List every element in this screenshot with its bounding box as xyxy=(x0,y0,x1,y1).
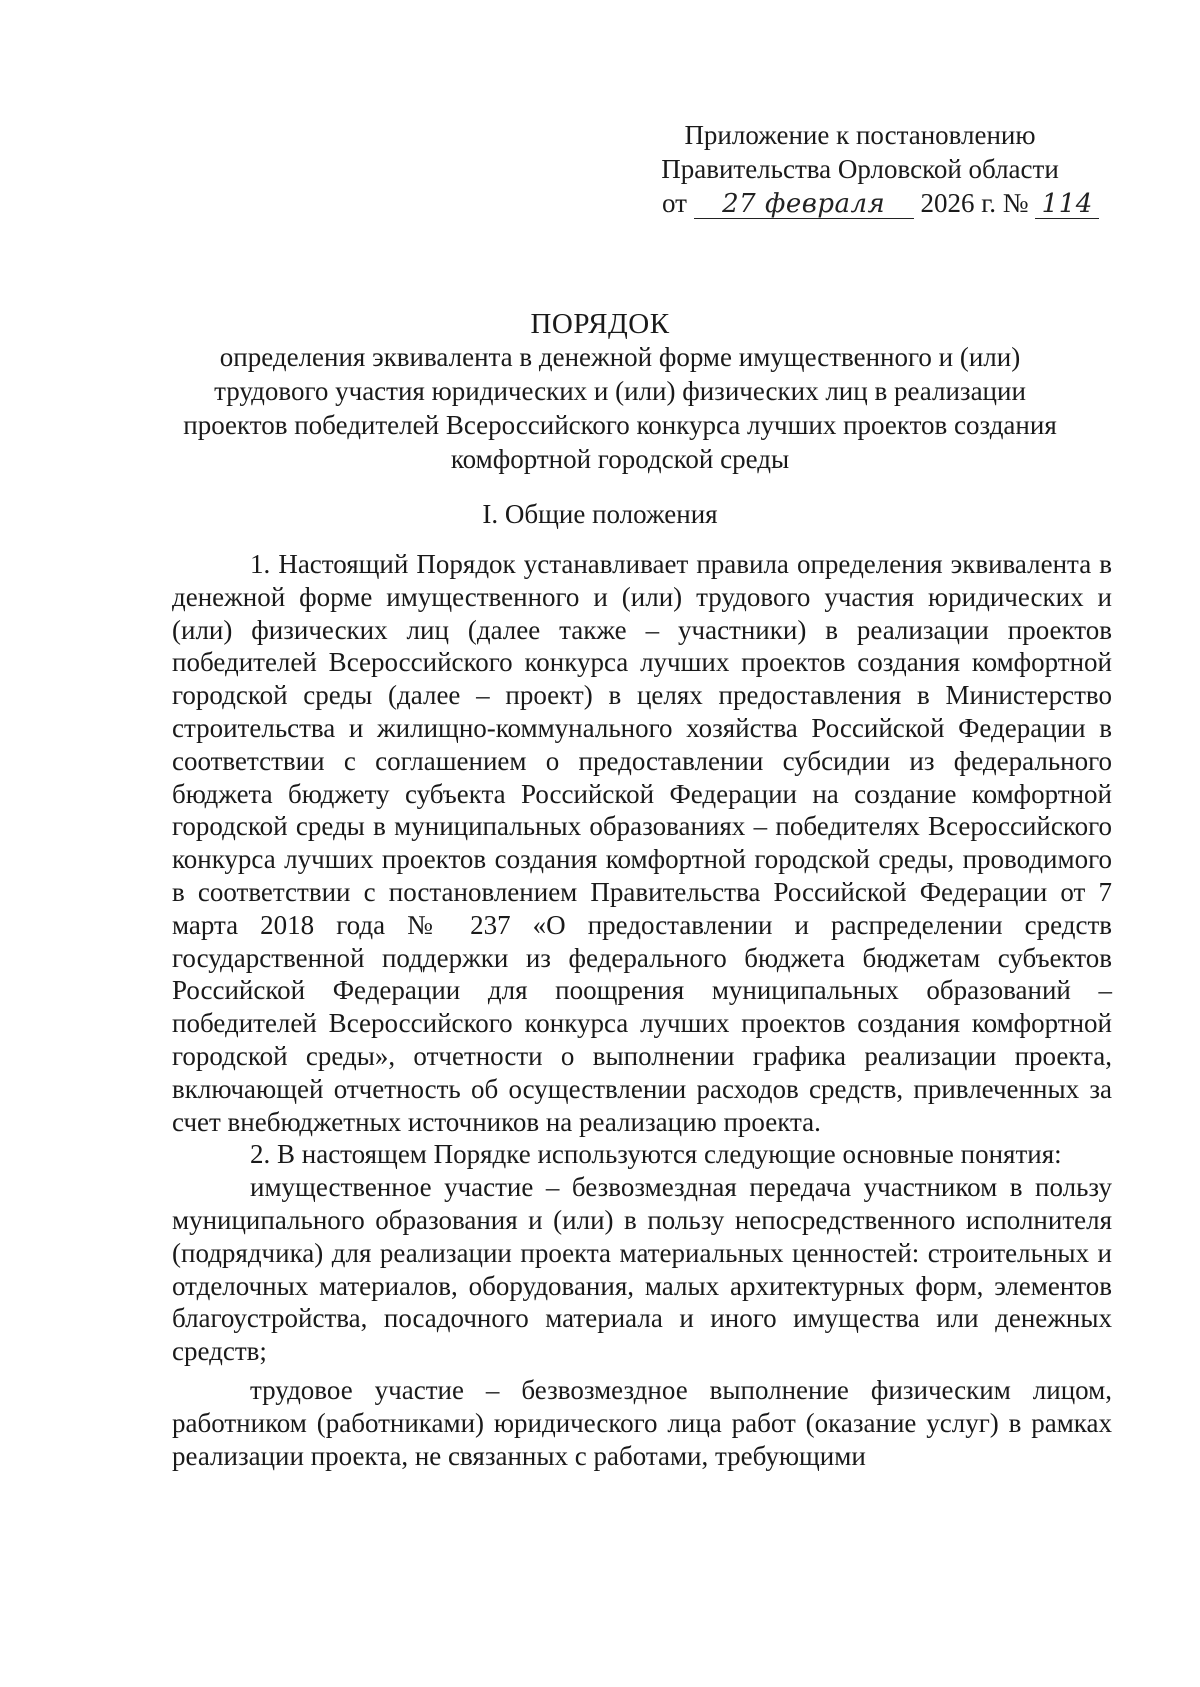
appendix-line-2: Правительства Орловской области xyxy=(661,154,1059,184)
appendix-header xyxy=(610,118,1110,186)
paragraph-definition-labor: трудовое участие – безвозмездное выполнение физическим лицом, работником (работниками) юридического лица работ (оказание услуг) в рамках реализации проекта, не связанных с работами, требующими xyxy=(172,1374,1112,1471)
date-field xyxy=(694,189,914,219)
document-subtitle: определения эквивалента в денежной форме имущественного и (или) трудового участия юридических и (или) физических лиц в реализации проектов победителей Всероссийского конкурса лучших проектов создания комфортной городской среды xyxy=(183,342,1057,474)
paragraph-1: 1. Настоящий Порядок устанавливает правила определения эквивалента в денежной форме имущественного и (или) трудового участия юридических и (или) физических лиц (далее также – участники) в реализации проектов победителей Всероссийского конкурса лучших проектов создания комфортной городской среды (далее – проект) в целях предоставления в Министерство строительства и жилищно-коммунального хозяйства Российской Федерации в соответствии с соглашением о предоставлении субсидии из федерального бюджета бюджету субъекта Российской Федерации на создание комфортной городской среды в муниципальных образованиях – победителях Всероссийского конкурса лучших проектов создания комфортной городской среды, проводимого в соответствии с постановлением Правительства Российской Федерации от 7 марта 2018 года № 237 «О предоставлении и распределении средств государственной поддержки из федерального бюджета бюджетам субъектов Российской Федерации для поощрения муниципальных образований – победителей Всероссийского конкурса лучших проектов создания комфортной городской среды», отчетности о выполнении графика реализации проекта, включающей отчетность об осуществлении расходов средств, привлеченных за счет внебюджетных источников на реализацию проекта. xyxy=(172,549,1112,1137)
document-body xyxy=(172,548,1112,1472)
section-heading: I. Общие положения xyxy=(482,499,718,529)
handwritten-number: 114 xyxy=(1041,189,1093,219)
document-title: ПОРЯДОК xyxy=(530,308,670,340)
date-prefix: от xyxy=(662,188,687,218)
paragraph-definition-property: имущественное участие – безвозмездная передача участником в пользу муниципального образования и (или) в пользу непосредственного исполнителя (подрядчика) для реализации проекта материальных ценностей: строительных и отделочных материалов, оборудования, малых архитектурных форм, элементов благоустройства, посадочного материала и иного имущества или денежных средств; xyxy=(172,1172,1112,1367)
appendix-line-1: Приложение к постановлению xyxy=(684,120,1036,150)
year-and-number-label: 2026 г. № xyxy=(920,188,1029,218)
number-field xyxy=(1035,189,1099,219)
paragraph-2: 2. В настоящем Порядке используются следующие основные понятия: xyxy=(250,1139,1062,1170)
handwritten-date: 27 февраля xyxy=(722,189,886,219)
appendix-date-line xyxy=(662,186,1132,220)
